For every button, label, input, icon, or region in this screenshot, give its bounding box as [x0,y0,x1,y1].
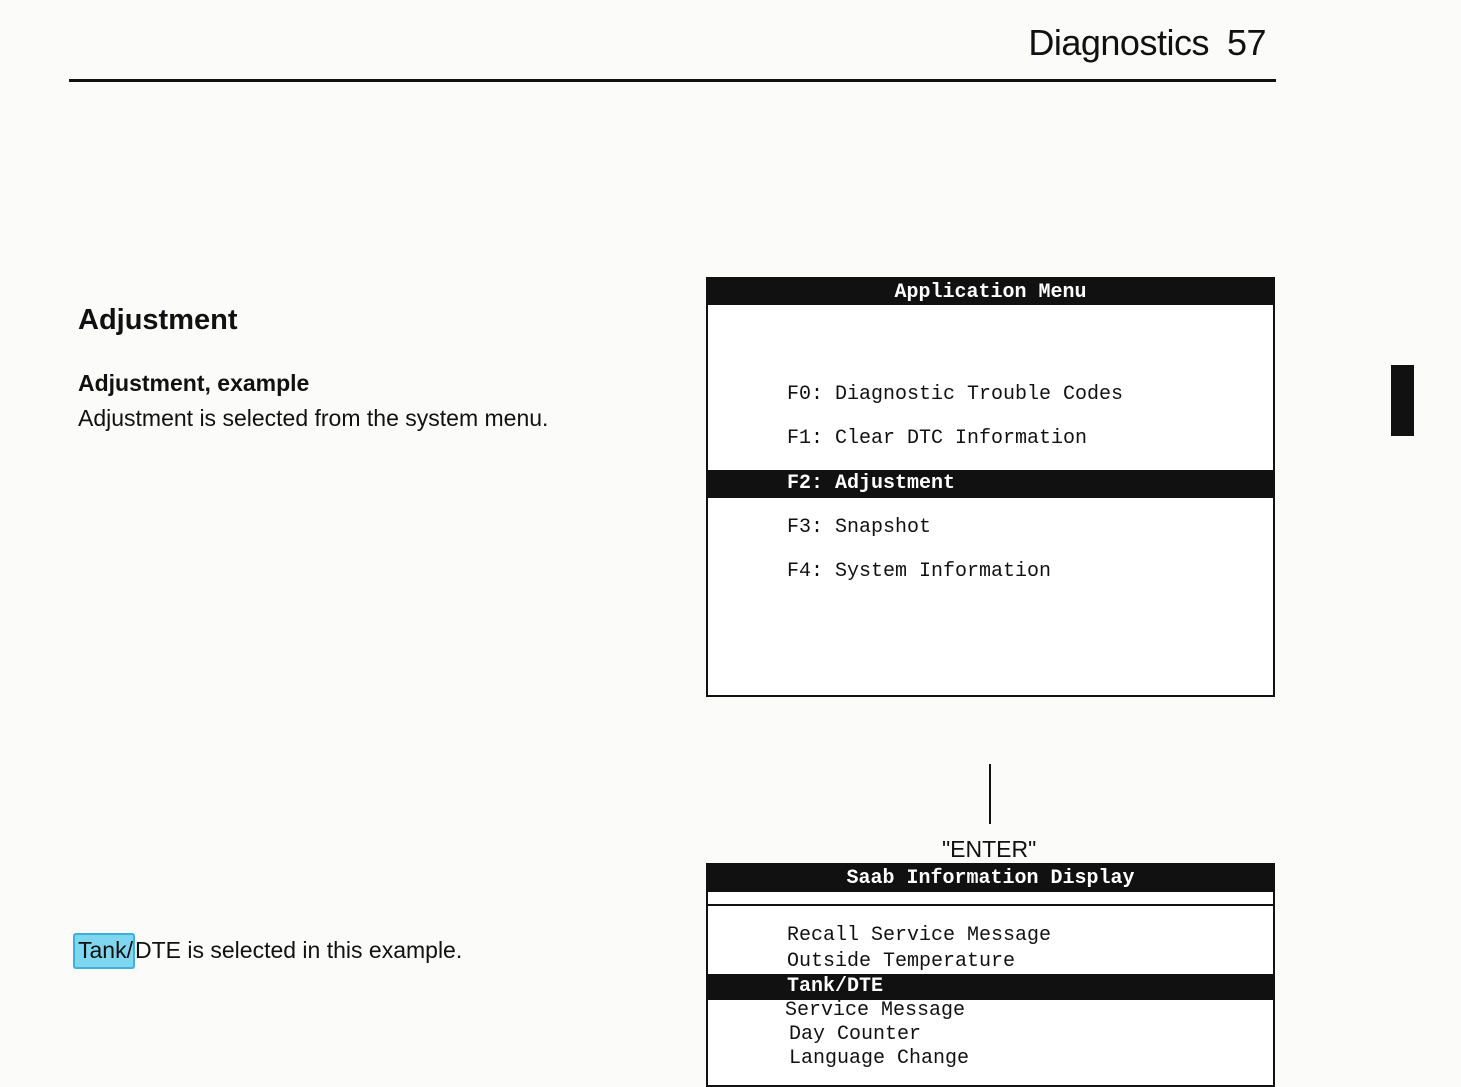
menu-item-f4[interactable]: F4: System Information [787,560,1052,583]
display-item-recall-service[interactable]: Recall Service Message [787,924,1052,947]
menu-item-f3[interactable]: F3: Snapshot [787,516,932,539]
header-rule [69,79,1276,82]
display-item-outside-temp[interactable]: Outside Temperature [787,950,1016,973]
example-caption-rest: DTE is selected in this example. [134,937,463,963]
application-menu-screen [706,277,1275,697]
application-menu-title: Application Menu [708,279,1273,305]
info-display-screen [706,863,1275,1087]
flow-connector-line [989,764,991,824]
page-number: 57 [1226,22,1266,63]
display-item-tank-dte[interactable]: Tank/DTE [708,974,1273,1000]
section-title: Adjustment [78,304,238,336]
display-item-service-message[interactable]: Service Message [785,999,966,1022]
enter-key-label: "ENTER" [942,836,1037,862]
section-subtitle: Adjustment, example [78,370,310,396]
menu-item-f0[interactable]: F0: Diagnostic Trouble Codes [787,383,1124,406]
display-item-language-change[interactable]: Language Change [789,1047,970,1070]
header-title-text: Diagnostics [1028,22,1209,63]
title-divider [708,892,1273,906]
page-header-title [1028,22,1266,64]
info-display-title: Saab Information Display [708,865,1273,892]
example-caption [78,937,462,964]
menu-item-f2[interactable]: F2: Adjustment [708,470,1273,498]
chapter-tab-marker [1391,365,1414,436]
highlighted-text[interactable]: Tank/ [73,933,135,969]
display-item-day-counter[interactable]: Day Counter [789,1023,922,1046]
menu-item-f1[interactable]: F1: Clear DTC Information [787,427,1088,450]
section-body: Adjustment is selected from the system menu. [78,405,549,431]
